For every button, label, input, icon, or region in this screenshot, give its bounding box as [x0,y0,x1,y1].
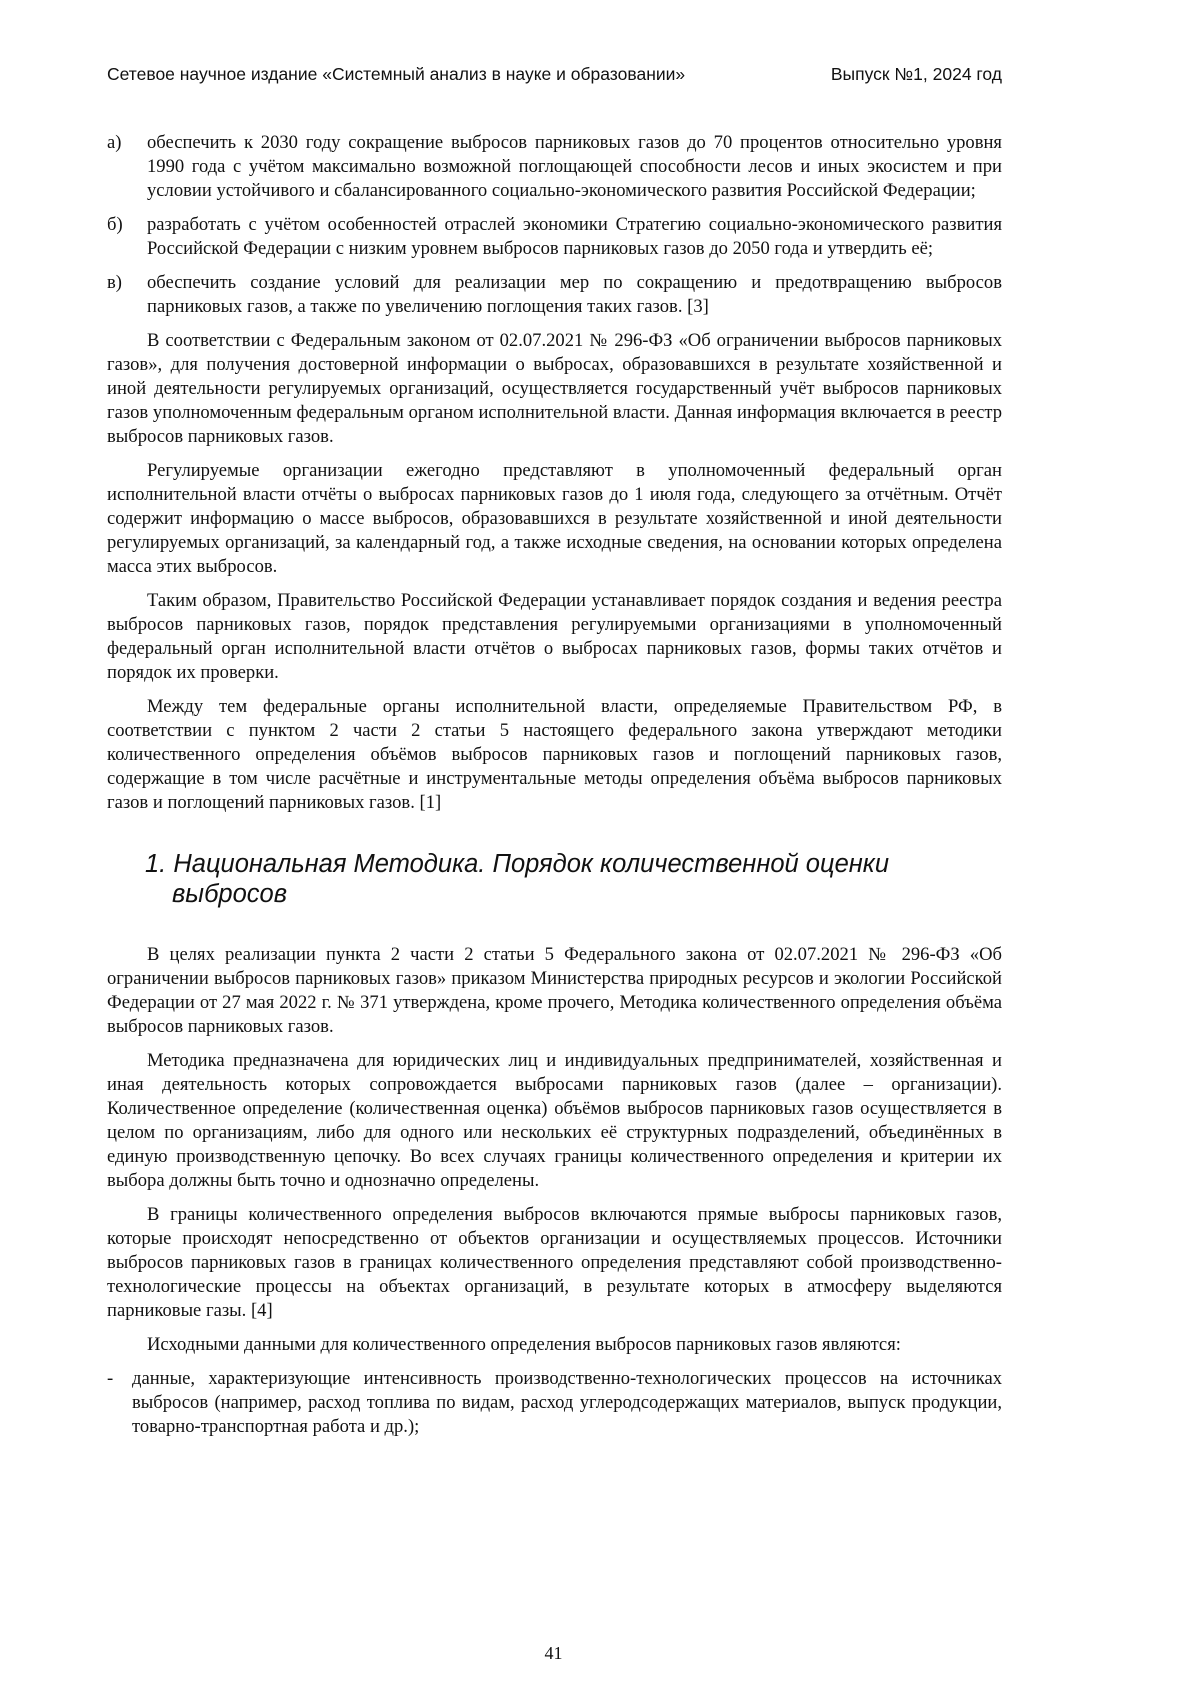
list-label: в) [107,271,147,319]
paragraph: Регулируемые организации ежегодно представляют в уполномоченный федеральный орган исполнительной власти отчёты о выбросах парниковых газов до 1 июля года, следующего за отчётным. Отчёт содержит информацию о массе выбросов, образовавшихся в результате хозяйственной и иной деятельности регулируемых организаций, за календарный год, а также исходные сведения, на основании которых определена масса этих выбросов. [107,459,1002,579]
paragraph: Методика предназначена для юридических лиц и индивидуальных предпринимателей, хозяйственная и иная деятельность которых сопровождается выбросами парниковых газов (далее – организации). Количественное определение (количественная оценка) объёмов выбросов парниковых газов осуществляется в целом по организациям, либо для одного или нескольких её структурных подразделений, объединённых в единую производственную цепочку. Во всех случаях границы количественного определения и критерии их выбора должны быть точно и однозначно определены. [107,1049,1002,1193]
paragraph: Между тем федеральные органы исполнительной власти, определяемые Правительством РФ, в соответствии с пунктом 2 части 2 статьи 5 настоящего федерального закона утверждают методики количественного определения объёмов выбросов парниковых газов и поглощений парниковых газов, содержащие в том числе расчётные и инструментальные методы определения объёма выбросов парниковых газов и поглощений парниковых газов. [1] [107,695,1002,815]
list-text: обеспечить создание условий для реализации мер по сокращению и предотвращению выбросов парниковых газов, а также по увеличению поглощения таких газов. [3] [147,271,1002,319]
list-item [107,213,1002,261]
paragraph: В границы количественного определения выбросов включаются прямые выбросы парниковых газов, которые происходят непосредственно от объектов организации и осуществляемых процессов. Источники выбросов парниковых газов в границах количественного определения представляют собой производственно-технологические процессы на объектах организаций, в результате которых в атмосферу выделяются парниковые газы. [4] [107,1203,1002,1323]
list-text: обеспечить к 2030 году сокращение выбросов парниковых газов до 70 процентов относительно уровня 1990 года с учётом максимально возможной поглощающей способности лесов и иных экосистем и при условии устойчивого и сбалансированного социально-экономического развития Российской Федерации; [147,131,1002,203]
paragraph: Исходными данными для количественного определения выбросов парниковых газов являются: [107,1333,1002,1357]
list-item [107,271,1002,319]
page-body [107,131,1002,1449]
page-number: 41 [0,1643,1107,1664]
list-item [107,131,1002,203]
issue-info: Выпуск №1, 2024 год [831,64,1002,85]
list-label: а) [107,131,147,203]
running-header [107,64,1002,85]
paragraph: В целях реализации пункта 2 части 2 статьи 5 Федерального закона от 02.07.2021 № 296-ФЗ «Об ограничении выбросов парниковых газов» приказом Министерства природных ресурсов и экологии Российской Федерации от 27 мая 2022 г. № 371 утверждена, кроме прочего, Методика количественного определения объёма выбросов парниковых газов. [107,943,1002,1039]
dash-text: данные, характеризующие интенсивность производственно-технологических процессов на источниках выбросов (например, расход топлива по видам, расход углеродсодержащих материалов, выпуск продукции, товарно-транспортная работа и др.); [132,1367,1002,1439]
section-heading: 1. Национальная Методика. Порядок количественной оценки выбросов [145,849,1002,909]
dash-list-item [107,1367,1002,1439]
list-text: разработать с учётом особенностей отраслей экономики Стратегию социально-экономического развития Российской Федерации с низким уровнем выбросов парниковых газов до 2050 года и утвердить её; [147,213,1002,261]
dash-label: - [107,1367,132,1439]
paragraph: Таким образом, Правительство Российской Федерации устанавливает порядок создания и ведения реестра выбросов парниковых газов, порядок представления регулируемыми организациями в уполномоченный федеральный орган исполнительной власти отчётов о выбросах парниковых газов, формы таких отчётов и порядок их проверки. [107,589,1002,685]
paragraph: В соответствии с Федеральным законом от 02.07.2021 № 296-ФЗ «Об ограничении выбросов парниковых газов», для получения достоверной информации о выбросах, образовавшихся в результате хозяйственной и иной деятельности регулируемых организаций, осуществляется государственный учёт выбросов парниковых газов уполномоченным федеральным органом исполнительной власти. Данная информация включается в реестр выбросов парниковых газов. [107,329,1002,449]
list-label: б) [107,213,147,261]
journal-title: Сетевое научное издание «Системный анализ в науке и образовании» [107,64,685,85]
